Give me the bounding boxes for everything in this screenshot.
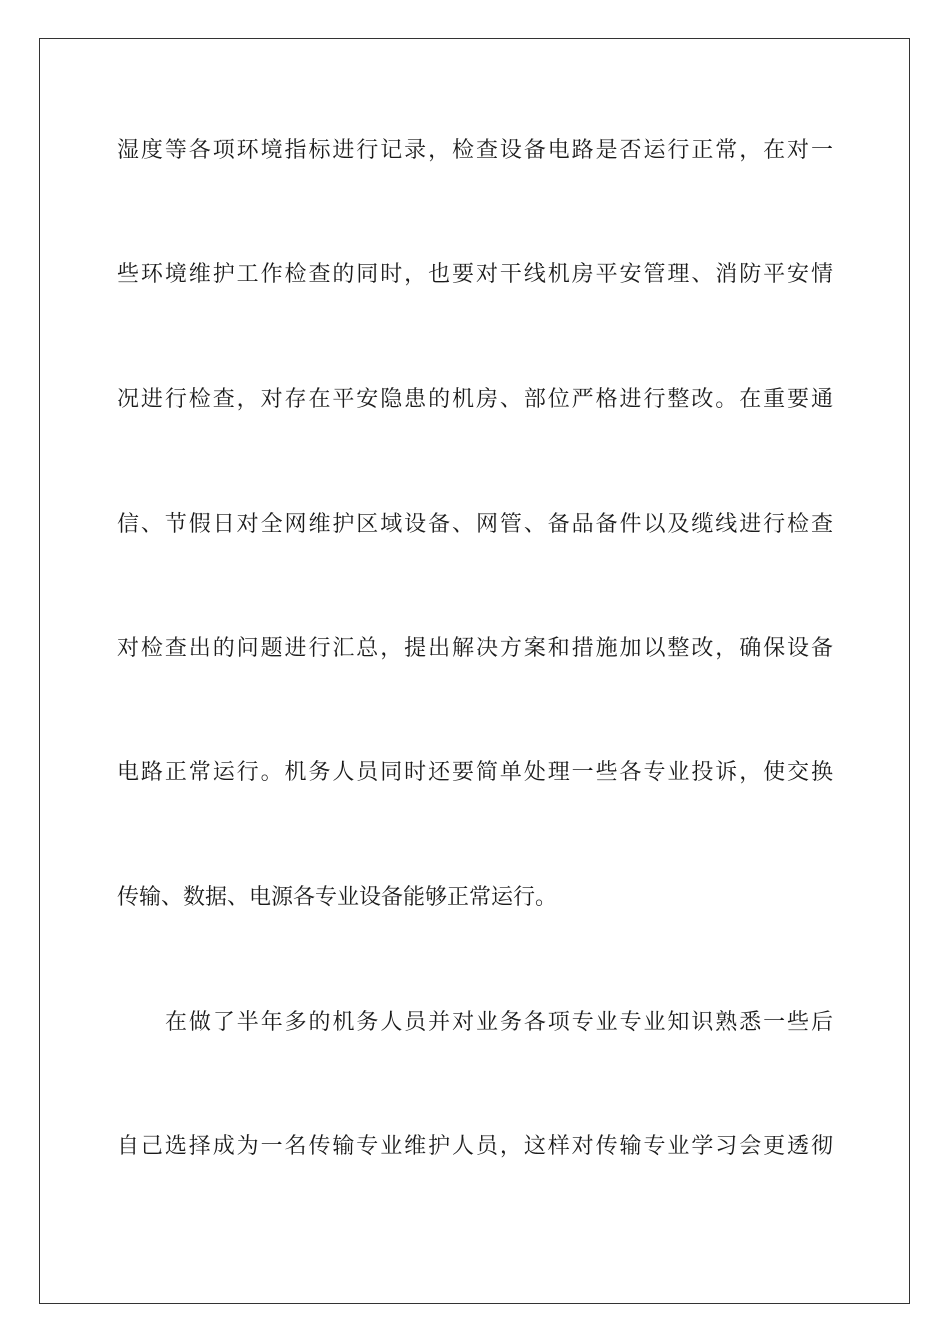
paragraph-line: 自己选择成为一名传输专业维护人员，这样对传输专业学习会更透彻 bbox=[117, 1134, 833, 1159]
paragraph-line: 些环境维护工作检查的同时，也要对干线机房平安管理、消防平安情 bbox=[117, 262, 833, 287]
paragraph-line: 对检查出的问题进行汇总，提出解决方案和措施加以整改，确保设备 bbox=[117, 636, 833, 661]
paragraph-line: 传输、数据、电源各专业设备能够正常运行。 bbox=[117, 885, 558, 910]
paragraph-line: 信、节假日对全网维护区域设备、网管、备品备件以及缆线进行检查 bbox=[117, 512, 833, 537]
paragraph-line: 湿度等各项环境指标进行记录，检查设备电路是否运行正常，在对一 bbox=[117, 138, 833, 163]
paragraph-line: 况进行检查，对存在平安隐患的机房、部位严格进行整改。在重要通 bbox=[117, 387, 833, 412]
paragraph-line-indented: 在做了半年多的机务人员并对业务各项专业专业知识熟悉一些后 bbox=[165, 1010, 833, 1035]
page-border bbox=[39, 38, 910, 1304]
paragraph-line: 电路正常运行。机务人员同时还要简单处理一些各专业投诉，使交换 bbox=[117, 760, 833, 785]
